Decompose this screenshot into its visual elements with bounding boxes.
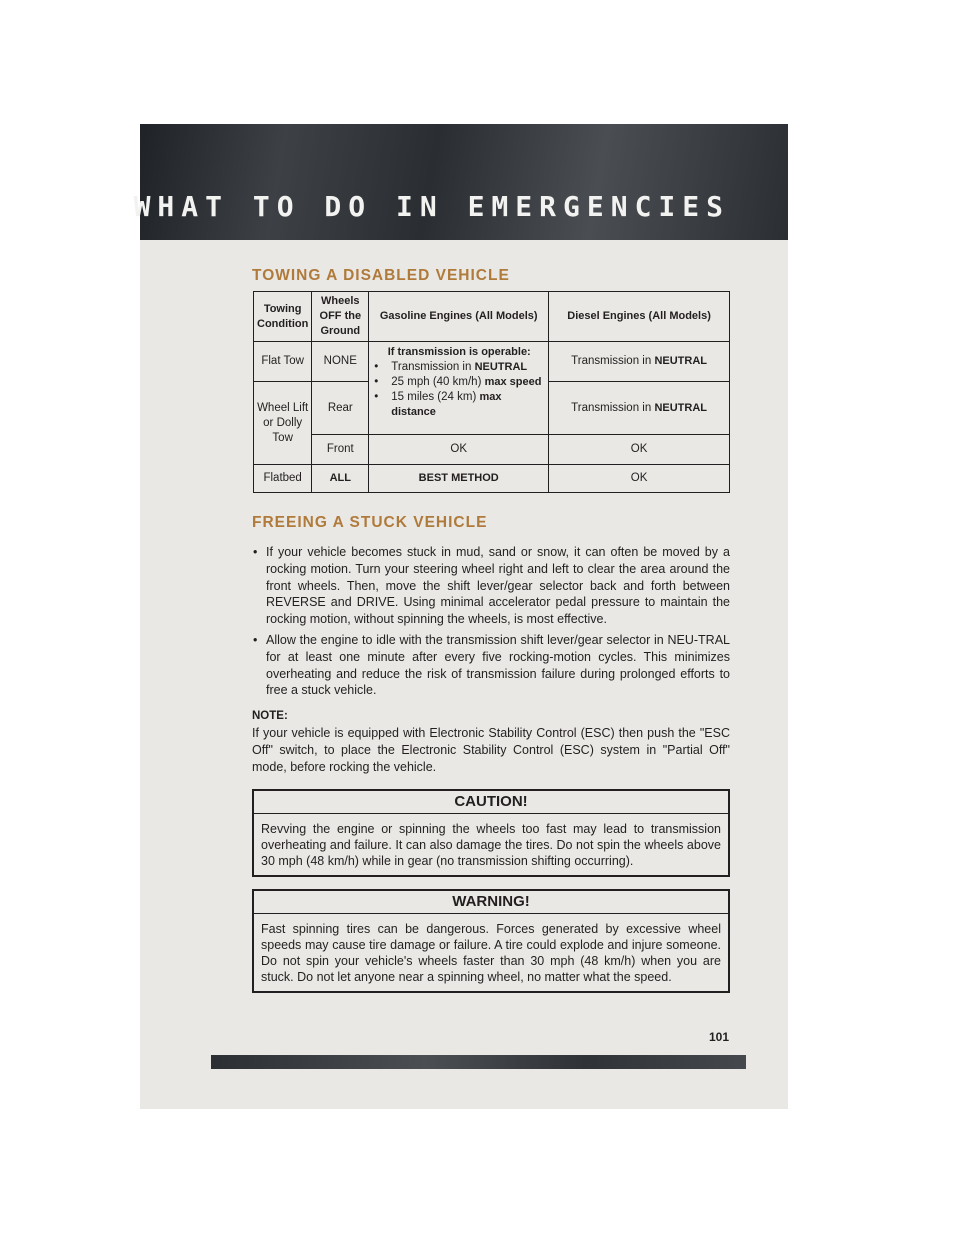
- table-row: [254, 342, 730, 382]
- cell-wheels: Front: [312, 435, 369, 465]
- note-text: If your vehicle is equipped with Electronic Stability Control (ESC) then push the "ESC Off" switch, to place the Electronic Stability Control (ESC) system in "Partial Off" mode, before rocking the vehicle.: [252, 726, 730, 774]
- bullet-text: Allow the engine to idle with the transmission shift lever/gear selector in NEU-TRAL for at least one minute after every five rocking-motion cycles. This minimizes overheating and reduce the risk of transmission failure during prolonged efforts to free a stuck vehicle.: [266, 632, 730, 698]
- cell-wheels: NONE: [312, 342, 369, 382]
- bullet-text: If your vehicle becomes stuck in mud, sand or snow, it can often be moved by a rocking motion. Turn your steering wheel right and left to clear the area around the front wheels. Then, move the shift lever/gear selector back and forth between REVERSE and DRIVE. Using minimal accelerator pedal pressure to maintain the rocking motion, without spinning the wheels, is most effective.: [266, 545, 730, 627]
- item-bold: max distance: [391, 391, 502, 418]
- stuck-section-title: FREEING A STUCK VEHICLE: [252, 514, 488, 531]
- warning-title: WARNING!: [254, 891, 728, 914]
- cell-wheels: Rear: [312, 382, 369, 435]
- bullet-glyph: •: [253, 632, 258, 647]
- table-row: [254, 435, 730, 465]
- cell-condition: Wheel Lift or Dolly Tow: [254, 382, 312, 465]
- towing-section-title: TOWING A DISABLED VEHICLE: [252, 267, 510, 284]
- diesel-bold: NEUTRAL: [654, 401, 707, 414]
- table-row: [254, 465, 730, 493]
- note-label: NOTE:: [252, 710, 288, 722]
- warning-text: Fast spinning tires can be dangerous. Forces generated by excessive wheel speeds may cause tire damage or failure. A tire could explode and injure someone. Do not spin your vehicle's wheels faster than 30 mph (48 km/h) when you are stuck. Do not let anyone near a spinning wheel, no matter what the speed.: [261, 922, 721, 984]
- cell-gasoline: OK: [369, 435, 549, 465]
- chapter-title: WHAT TO DO IN EMERGENCIES: [133, 190, 730, 223]
- stuck-bullet-list: [252, 544, 730, 703]
- footer-bar: [211, 1055, 746, 1069]
- caution-box: [252, 789, 730, 877]
- header-gasoline: Gasoline Engines (All Models): [369, 292, 549, 342]
- operable-list: [373, 360, 545, 420]
- towing-table: [253, 291, 730, 493]
- diesel-text: Transmission in: [571, 401, 655, 414]
- header-wheels-off: Wheels OFF the Ground: [312, 292, 369, 342]
- cell-gasoline-operable: [369, 342, 549, 435]
- list-item: [252, 632, 730, 699]
- manual-page: [133, 124, 788, 1109]
- cell-diesel: OK: [549, 435, 730, 465]
- page-header-banner: [133, 124, 788, 240]
- list-item: [373, 390, 545, 420]
- cell-diesel: OK: [549, 465, 730, 493]
- note-block: [252, 708, 730, 776]
- diesel-bold: NEUTRAL: [654, 355, 707, 367]
- cell-gasoline: BEST METHOD: [369, 465, 549, 493]
- warning-box: [252, 889, 730, 993]
- diesel-text: Transmission in: [571, 355, 655, 367]
- item-bold: NEUTRAL: [474, 361, 528, 373]
- list-item: [373, 360, 545, 375]
- header-diesel: Diesel Engines (All Models): [549, 292, 730, 342]
- page-number: 101: [709, 1030, 730, 1044]
- cell-condition: Flatbed: [254, 465, 312, 493]
- item-text: 15 miles (24 km): [391, 391, 480, 403]
- table-header-row: [254, 292, 730, 342]
- bullet-glyph: •: [253, 545, 258, 559]
- cell-diesel: [549, 342, 730, 382]
- header-towing-condition: Towing Condition: [254, 292, 312, 342]
- list-item: [373, 375, 545, 390]
- cell-condition: Flat Tow: [254, 342, 312, 382]
- caution-title: CAUTION!: [254, 791, 728, 814]
- caution-text: Revving the engine or spinning the wheels too fast may lead to transmission overheating and failure. It can also damage the tires. Do not spin the wheels above 30 mph (48 km/h) while in gear (no transmission shifting occurring).: [261, 822, 721, 868]
- cell-wheels: ALL: [312, 465, 369, 493]
- cell-diesel: [549, 382, 730, 435]
- item-text: Transmission in: [391, 361, 475, 373]
- item-bold: max speed: [484, 376, 542, 388]
- operable-heading: If transmission is operable:: [387, 346, 531, 358]
- item-text: 25 mph (40 km/h): [391, 376, 485, 388]
- list-item: [252, 544, 730, 628]
